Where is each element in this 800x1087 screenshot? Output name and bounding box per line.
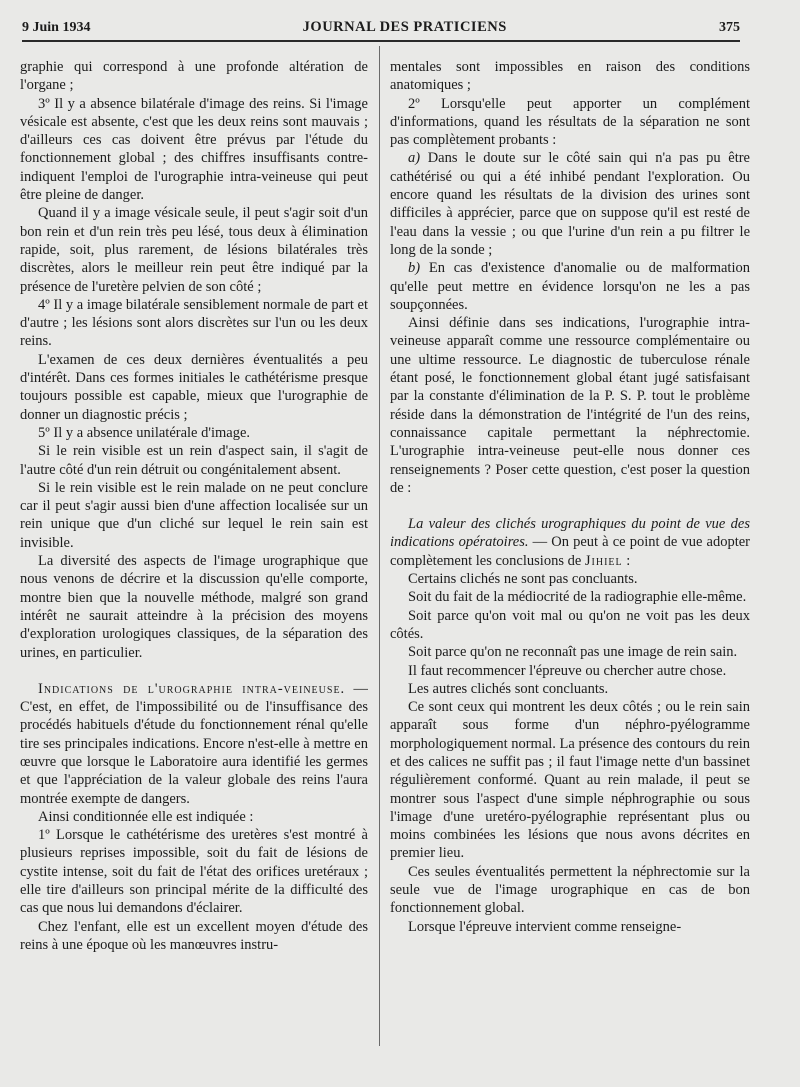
column-divider — [379, 46, 380, 1046]
paragraph: Les autres clichés sont concluants. — [408, 680, 609, 697]
paragraph: Ce sont ceux qui montrent les deux côtés ; ou le rein sain apparaît sous forme d'un néphro-pyélogramme morphologiquement normal. La présence des contours du rein et des calices ne suffit pas ; il faut l'image nette d'un bassinet régulièrement conformé. Quant au rein malade, il peut se montrer sous l'aspect d'une simple néphrographie ou sous l'image d'une uretéro-pyélographie représentant plus ou moins combinées les lésions que nous avons décrites en premier lieu. — [390, 699, 750, 862]
section-paragraph — [20, 680, 368, 808]
paragraph: Soit parce qu'on voit mal ou qu'on ne voit pas les deux côtés. — [390, 607, 750, 642]
author-name: Jihiel — [584, 552, 623, 569]
section-paragraph — [390, 515, 750, 570]
left-column — [20, 58, 368, 1078]
section-text-end: : — [622, 552, 631, 569]
running-header — [22, 19, 740, 41]
paragraph: La diversité des aspects de l'image urographique que nous venons de décrire et la discussion qu'elle comporte, montre bien que la nouvelle méthode, malgré son grand intérêt ne saurait atteindre à la précision des moyens d'exploration urologiques classiques, de la séparation des urines, en particulier. — [20, 553, 368, 661]
paragraph: Ainsi conditionnée elle est indiquée : — [38, 808, 254, 825]
section-text: — On peut à ce point de vue adopter complètement les conclusions de — [390, 534, 750, 569]
paragraph: Quand il y a image vésicale seule, il peut s'agir soit d'un bon rein et d'un rein très peu lésé, tous deux à élimination rapide, soit, plus rarement, de lésions bilatérales très discrètes, alors le meilleur rein peut être indiqué par la présence de l'uretère pelvien de son côté ; — [20, 205, 368, 295]
paragraph: Soit parce qu'on ne reconnaît pas une image de rein sain. — [408, 644, 738, 661]
paragraph: L'examen de ces deux dernières éventualités a peu d'intérêt. Dans ces formes initiales le cathétérisme presque toujours possible est capable, mieux que l'urographie de donner un diagnostic précis ; — [20, 351, 368, 423]
header-rule — [22, 40, 740, 42]
paragraph: 1º Lorsque le cathétérisme des uretères s'est montré à plusieurs reprises impossible, soit du fait de lésions de cystite intense, soit du fait de l'état des orifices uretéraux ; elle tire d'ailleurs son principal mérite de la difficulté des cas que nous lui demandons d'éclairer. — [20, 827, 368, 917]
section-heading: Indications de l'urographie intra-veineuse. — [38, 680, 346, 697]
paragraph: mentales sont impossibles en raison des conditions anatomiques ; — [390, 59, 750, 94]
paragraph: Si le rein visible est un rein d'aspect sain, il s'agit de l'autre côté d'un rein détruit ou congénitalement absent. — [20, 443, 368, 478]
section-text: — C'est, en effet, de l'impossibilité ou de l'insuffisance des procédés habituels d'étude du fonctionnement rénal qu'elle tire ses principales indications. Encore n'est-elle à mettre en œuvre que lorsque le Laboratoire aura identifié les germes et que l'appréciation de la valeur globale des reins l'aura montrée exempte de dangers. — [20, 680, 368, 807]
section-heading-italic: La valeur des clichés urographiques du point de vue des indications opératoires. — [390, 516, 750, 551]
list-label: a) — [408, 150, 421, 167]
paragraph — [390, 149, 750, 259]
page-number: 375 — [718, 20, 740, 35]
issue-date: 9 Juin 1934 — [22, 20, 91, 35]
paragraph: Ainsi définie dans ses indications, l'urographie intra-veineuse apparaît comme une ressource complémentaire ou une ultime ressource. Le diagnostic de tuberculose rénale étant posé, le fonctionnement global étant jugé satisfaisant par la constante d'élimination de la P. S. P. tout le problème réside dans la démonstration de l'intégrité de l'un des reins, connaissance capitale permettant la néphrectomie. L'urographie intra-veineuse peut-elle nous donner ces renseignements ? Poser cette question, c'est poser la question de : — [390, 315, 750, 496]
journal-title: JOURNAL DES PRATICIENS — [302, 19, 507, 35]
paragraph: graphie qui correspond à une profonde altération de l'organe ; — [20, 59, 368, 94]
paragraph: 4º Il y a image bilatérale sensiblement normale de part et d'autre ; les lésions sont alors discrètes sur l'un ou les deux reins. — [20, 296, 368, 350]
paragraph: Soit du fait de la médiocrité de la radiographie elle-même. — [408, 589, 747, 606]
list-text: Dans le doute sur le côté sain qui n'a pas pu être cathétérisé ou qui a été inhibé pendant l'exploration. Ou encore quand les résultats de la division des urines sont difficiles à apprécier, parce que on suppose qu'il est resté de l'eau dans la vessie ; ou que l'urine d'un rein a pu filtrer le long de la sonde ; — [390, 150, 750, 258]
list-text: En cas d'existence d'anomalie ou de malformation qu'elle peut mettre en évidence lorsqu'on ne les a pas soupçonnées. — [390, 260, 750, 313]
paragraph: Si le rein visible est le rein malade on ne peut conclure car il peut s'agir aussi bien d'une affection localisée sur un rein unique que d'un cliché sur lequel le rein sain est invisible. — [20, 479, 368, 551]
right-column — [390, 58, 750, 1078]
paragraph — [390, 259, 750, 314]
list-label: b) — [408, 260, 421, 277]
paragraph: Certains clichés ne sont pas concluants. — [408, 571, 638, 588]
paragraph: Il faut recommencer l'épreuve ou chercher autre chose. — [408, 662, 727, 679]
paragraph: 3º Il y a absence bilatérale d'image des reins. Si l'image vésicale est absente, c'est que les deux reins sont mauvais ; d'ailleurs ces cas doivent être prévus par l'étude du fonctionnement global ; des chiffres insuffisants contre-indiquent l'emploi de l'urographie intra-veineuse qui peut être pleine de danger. — [20, 95, 368, 204]
paragraph: Lorsque l'épreuve intervient comme renseigne- — [408, 918, 682, 935]
paragraph: Ces seules éventualités permettent la néphrectomie sur la seule vue de l'image urographique en cas de bon fonctionnement global. — [390, 863, 750, 917]
paragraph: 2º Lorsqu'elle peut apporter un complément d'informations, quand les résultats de la séparation ne sont pas complètement probants : — [390, 95, 750, 149]
paragraph: 5º Il y a absence unilatérale d'image. — [38, 424, 251, 441]
paragraph: Chez l'enfant, elle est un excellent moyen d'étude des reins à une époque où les manœuvres instru- — [20, 918, 368, 953]
